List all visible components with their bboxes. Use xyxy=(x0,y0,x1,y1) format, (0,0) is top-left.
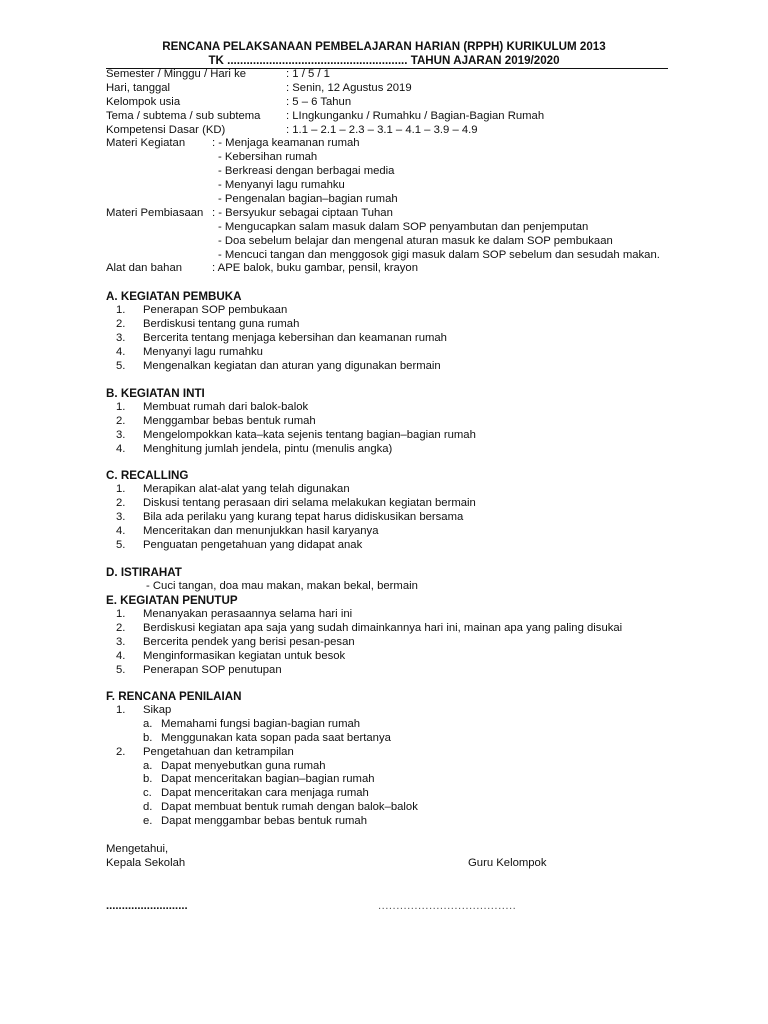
assessment-list xyxy=(106,746,706,760)
assessment-item: c. Dapat menceritakan cara menjaga rumah xyxy=(143,787,369,800)
assessment-item: a. Memahami fungsi bagian-bagian rumah xyxy=(143,717,361,730)
materi-kegiatan-row xyxy=(106,137,706,151)
list-item-text: Mengelompokkan kata–kata sejenis tentang bagian–bagian rumah xyxy=(143,428,476,441)
list-item: 1. Penerapan SOP pembukaan xyxy=(116,304,288,316)
materi-kegiatan-row xyxy=(106,151,706,165)
materi-kegiatan-row xyxy=(106,165,706,179)
section-istirahat xyxy=(106,566,706,594)
list-item: 2. Berdiskusi kegiatan apa saja yang sudah dimainkannya hari ini, mainan apa yang paling disukai xyxy=(116,621,623,634)
list-item: 4. Menceritakan dan menunjukkan hasil karyanya xyxy=(116,524,379,537)
assessment-item-text: Dapat menceritakan bagian–bagian rumah xyxy=(161,773,375,786)
list-item: 2. Menggambar bebas bentuk rumah xyxy=(116,414,316,427)
mengetahui-label: Mengetahui, xyxy=(106,843,169,855)
guru-kelompok-label: Guru Kelompok xyxy=(468,857,547,869)
meta-row xyxy=(106,124,706,138)
alat-value: : APE balok, buku gambar, pensil, krayon xyxy=(212,262,418,275)
istirahat-text: - Cuci tangan, doa mau makan, makan bekal, bermain xyxy=(146,580,418,592)
assessment-item: d. Dapat membuat bentuk rumah dengan balok–balok xyxy=(143,801,418,814)
list-item: 4. Menginformasikan kegiatan untuk besok xyxy=(116,649,346,662)
materi-pembiasaan-item: - Doa sebelum belajar dan mengenal aturan masuk ke dalam SOP pembukaan xyxy=(218,234,613,247)
assessment-item-text: Menggunakan kata sopan pada saat bertanya xyxy=(161,731,391,744)
assessment-item: a. Dapat menyebutkan guna rumah xyxy=(143,759,326,772)
materi-kegiatan-item: - Kebersihan rumah xyxy=(218,151,318,164)
list-item: 5. Penguatan pengetahuan yang didapat anak xyxy=(116,538,363,551)
document-subtitle: TK ........................................................ TAHUN AJARAN 2019/2020 xyxy=(208,54,560,67)
materi-pembiasaan-item: : - Bersyukur sebagai ciptaan Tuhan xyxy=(212,206,393,219)
list-item-text: Menanyakan perasaannya selama hari ini xyxy=(143,608,353,620)
list-item: 2. Berdiskusi tentang guna rumah xyxy=(116,317,300,330)
list-item: 3. Bercerita pendek yang berisi pesan-pesan xyxy=(116,635,355,648)
activity-list xyxy=(106,401,706,457)
materi-pembiasaan-item: - Mencuci tangan dan menggosok gigi masuk dalam SOP sebelum dan sesudah makan. xyxy=(218,248,660,261)
list-item-text: Penerapan SOP penutupan xyxy=(143,663,282,676)
assessment-item: b. Menggunakan kata sopan pada saat bertanya xyxy=(143,731,391,744)
materi-kegiatan-row xyxy=(106,193,706,207)
materi-kegiatan-item: - Berkreasi dengan berbagai media xyxy=(218,165,395,178)
list-item-text: Bila ada perilaku yang kurang tepat harus didiskusikan bersama xyxy=(143,510,464,523)
section-title: C. RECALLING xyxy=(106,469,189,482)
guru-kelompok-signature-line: ...................................... xyxy=(378,900,517,912)
section-title: A. KEGIATAN PEMBUKA xyxy=(106,290,242,303)
list-item-text: Menghitung jumlah jendela, pintu (menulis angka) xyxy=(143,442,393,455)
section-title: F. RENCANA PENILAIAN xyxy=(106,690,242,703)
meta-row xyxy=(106,110,706,124)
section-title: B. KEGIATAN INTI xyxy=(106,387,205,400)
list-item-text: Penerapan SOP pembukaan xyxy=(143,304,288,316)
list-item: 3. Bila ada perilaku yang kurang tepat harus didiskusikan bersama xyxy=(116,510,464,523)
section-title: E. KEGIATAN PENUTUP xyxy=(106,594,238,607)
meta-value: : Senin, 12 Agustus 2019 xyxy=(286,81,412,94)
meta-value: : 5 – 6 Tahun xyxy=(286,95,352,108)
list-item-text: Bercerita tentang menjaga kebersihan dan keamanan rumah xyxy=(143,331,447,344)
list-item: 3. Mengelompokkan kata–kata sejenis tentang bagian–bagian rumah xyxy=(116,428,476,441)
alat-label: Alat dan bahan xyxy=(106,262,183,275)
assessment-item: b. Dapat menceritakan bagian–bagian rumah xyxy=(143,773,375,786)
list-item: 1. Membuat rumah dari balok-balok xyxy=(116,401,309,413)
alat-row xyxy=(106,262,706,276)
assessment-item-text: Dapat menggambar bebas bentuk rumah xyxy=(161,815,367,828)
list-item-text: Penguatan pengetahuan yang didapat anak xyxy=(143,538,363,551)
list-item: 1. Menanyakan perasaannya selama hari ini xyxy=(116,608,353,620)
assessment-group: 2. Pengetahuan dan ketrampilan xyxy=(116,745,294,758)
activity-list xyxy=(106,304,706,373)
list-item: 3. Bercerita tentang menjaga kebersihan dan keamanan rumah xyxy=(116,331,447,344)
section-title: D. ISTIRAHAT xyxy=(106,566,182,579)
materi-kegiatan-label: Materi Kegiatan xyxy=(106,137,186,150)
meta-block xyxy=(106,68,706,276)
assessment-group-label: Pengetahuan dan ketrampilan xyxy=(143,745,294,758)
list-item-text: Menggambar bebas bentuk rumah xyxy=(143,414,316,427)
meta-label: Semester / Minggu / Hari ke xyxy=(106,68,247,80)
activity-list xyxy=(106,483,706,552)
list-item: 4. Menghitung jumlah jendela, pintu (menulis angka) xyxy=(116,442,393,455)
list-item-text: Menyanyi lagu rumahku xyxy=(143,345,263,358)
meta-label: Kompetensi Dasar (KD) xyxy=(106,123,226,136)
meta-value: : 1.1 – 2.1 – 2.3 – 3.1 – 4.1 – 3.9 – 4.9 xyxy=(286,123,478,136)
materi-pembiasaan-row xyxy=(106,235,706,249)
materi-kegiatan-item: - Pengenalan bagian–bagian rumah xyxy=(218,193,398,206)
materi-kegiatan-item: - Menyanyi lagu rumahku xyxy=(218,179,345,192)
meta-row xyxy=(106,68,706,82)
document-title: RENCANA PELAKSANAAN PEMBELAJARAN HARIAN (RPPH) KURIKULUM 2013 xyxy=(162,40,606,53)
assessment-group-label: Sikap xyxy=(143,704,172,716)
list-item-text: Berdiskusi kegiatan apa saja yang sudah dimainkannya hari ini, mainan apa yang paling disukai xyxy=(143,621,623,634)
list-item-text: Berdiskusi tentang guna rumah xyxy=(143,317,300,330)
meta-value: : LIngkunganku / Rumahku / Bagian-Bagian Rumah xyxy=(286,109,545,122)
materi-kegiatan-row xyxy=(106,179,706,193)
list-item-text: Membuat rumah dari balok-balok xyxy=(143,401,309,413)
assessment-item-text: Memahami fungsi bagian-bagian rumah xyxy=(161,717,361,730)
list-item: 5. Mengenalkan kegiatan dan aturan yang digunakan bermain xyxy=(116,359,441,372)
list-item-text: Bercerita pendek yang berisi pesan-pesan xyxy=(143,635,355,648)
meta-row xyxy=(106,82,706,96)
list-item-text: Menginformasikan kegiatan untuk besok xyxy=(143,649,346,662)
materi-kegiatan-item: : - Menjaga keamanan rumah xyxy=(212,137,360,150)
assessment-item-text: Dapat menyebutkan guna rumah xyxy=(161,759,326,772)
section-rencana-penilaian xyxy=(106,690,706,829)
meta-value: : 1 / 5 / 1 xyxy=(286,68,330,80)
section-kegiatan-inti xyxy=(106,387,706,457)
section-kegiatan-penutup xyxy=(106,594,706,677)
meta-label: Kelompok usia xyxy=(106,95,181,108)
meta-row xyxy=(106,96,706,110)
list-item: 5. Penerapan SOP penutupan xyxy=(116,663,282,676)
list-item: 1. Merapikan alat-alat yang telah digunakan xyxy=(116,483,350,495)
assessment-item-text: Dapat membuat bentuk rumah dengan balok–balok xyxy=(161,801,418,814)
list-item-text: Mengenalkan kegiatan dan aturan yang digunakan bermain xyxy=(143,359,441,372)
section-recalling xyxy=(106,469,706,552)
materi-pembiasaan-row xyxy=(106,249,706,263)
kepala-sekolah-label: Kepala Sekolah xyxy=(106,857,186,869)
kepala-sekolah-signature-line: .......................... xyxy=(106,900,188,912)
materi-pembiasaan-label: Materi Pembiasaan xyxy=(106,206,204,219)
assessment-item: e. Dapat menggambar bebas bentuk rumah xyxy=(143,815,367,828)
assessment-list xyxy=(106,704,706,718)
materi-pembiasaan-row xyxy=(106,207,706,221)
list-item: 4. Menyanyi lagu rumahku xyxy=(116,345,263,358)
materi-pembiasaan-item: - Mengucapkan salam masuk dalam SOP penyambutan dan penjemputan xyxy=(218,220,589,233)
list-item: 2. Diskusi tentang perasaan diri selama melakukan kegiatan bermain xyxy=(116,496,476,509)
list-item-text: Merapikan alat-alat yang telah digunakan xyxy=(143,483,350,495)
section-kegiatan-pembuka xyxy=(106,290,706,373)
list-item-text: Diskusi tentang perasaan diri selama melakukan kegiatan bermain xyxy=(143,496,476,509)
meta-label: Tema / subtema / sub subtema xyxy=(106,109,261,122)
assessment-group: 1. Sikap xyxy=(116,704,172,716)
assessment-item-text: Dapat menceritakan cara menjaga rumah xyxy=(161,787,369,800)
activity-list xyxy=(106,608,706,677)
list-item-text: Menceritakan dan menunjukkan hasil karyanya xyxy=(143,524,379,537)
meta-label: Hari, tanggal xyxy=(106,81,171,94)
materi-pembiasaan-row xyxy=(106,221,706,235)
